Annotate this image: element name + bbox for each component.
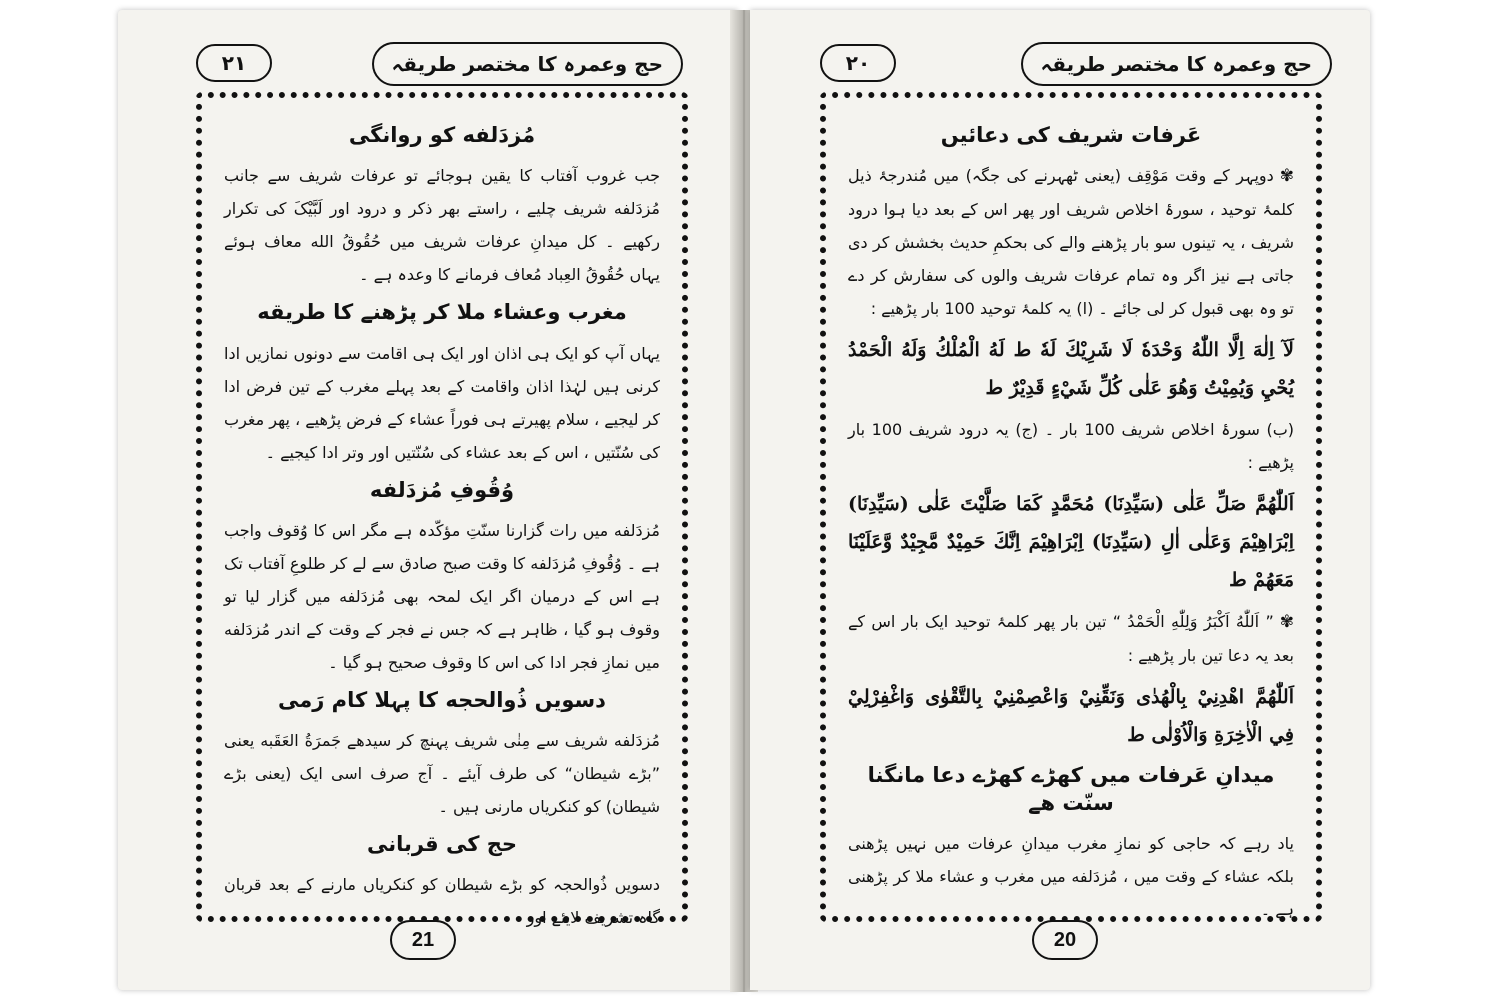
header-page-number: ۲۰ xyxy=(820,44,896,82)
arabic-text: اَللّٰهُمَّ صَلِّ عَلٰى (سَيِّدِنَا) مُحَمَّدٍ كَمَا صَلَّيْتَ عَلٰى (سَيِّدِنَا) اِبْرَاهِيْمَ وَعَلٰى اٰلِ (سَيِّدِنَا) اِبْرَاهِيْمَ اِنَّكَ حَمِيْدٌ مَّجِيْدٌ وَّعَلَيْنَا مَعَهُمْ ط xyxy=(848,493,1294,592)
page-header xyxy=(196,42,683,86)
section-heading: عَرفات شریف کی دعائیں xyxy=(940,123,1202,147)
footer-page-number: 21 xyxy=(390,920,456,960)
header-title: حج وعمرہ کا مختصر طریقہ xyxy=(1021,42,1333,86)
section-paragraph: (ب) سورۂ اخلاص شریف 100 بار ۔ (ج) یہ درود شریف 100 بار پڑھیے : xyxy=(848,420,1294,473)
open-booklet xyxy=(118,10,1386,992)
right-page xyxy=(750,10,1370,990)
section-paragraph: ✾ دوپہر کے وقت مَوْقِف (یعنی ٹھہرنے کی جگہ) میں مُندرجۂ ذیل کلمۂ توحید ، سورۂ اخلاص شریف اور پھر اس کے بعد دیا ہوا درود شریف ، یہ تینوں سو بار پڑھنے والے کی بحکمِ حدیث بخشش کر دی جاتی ہے نیز اگر وہ تمام عرفات شریف والوں کی سفارش کر دے تو وہ بھی قبول کر لی جائے ۔ (ا) یہ کلمۂ توحید 100 بار پڑھیے : xyxy=(848,159,1294,325)
section-heading: مُزدَلفه کو روانگی xyxy=(348,123,536,147)
section-paragraph: یہاں آپ کو ایک ہی اذان اور ایک ہی اقامت سے دونوں نمازیں ادا کرنی ہیں لہٰذا اذان واقامت کے بعد پہلے مغرب کے تین فرض ادا کر لیجیے ، سلام پھیرتے ہی فوراً عشاء کے فرض پڑھیے ، پھر مغرب کی سُنّتیں ، اس کے بعد عشاء کی سُنّتیں اور وتر ادا کیجیے ۔ xyxy=(224,343,660,462)
footer-page-number: 20 xyxy=(1032,920,1098,960)
section-heading: مغرب وعشاء ملا کر پڑھنے کا طریقه xyxy=(257,300,627,325)
section-heading: حج کی قربانی xyxy=(366,832,518,857)
section-heading: وُقُوفِ مُزدَلفه xyxy=(369,477,515,502)
text-frame xyxy=(820,92,1322,922)
section-heading: میدانِ عَرفات میں کھڑے کھڑے دعا مانگنا سنّت هے xyxy=(867,763,1275,815)
arabic-text: لَآ اِلٰهَ اِلَّا اللّٰهُ وَحْدَهٗ لَا شَرِيْكَ لَهٗ ط لَهُ الْمُلْكُ وَلَهُ الْحَمْدُ يُحْيِ وَيُمِيْتُ وَهُوَ عَلٰى كُلِّ شَيْءٍ قَدِيْرٌ ط xyxy=(848,339,1294,400)
section-paragraph: دسویں ذُوالحجہ کو بڑے شیطان کو کنکریاں مارنے کے بعد قربان گاہ تشریف لایئے اور xyxy=(224,875,660,928)
header-title: حج وعمرہ کا مختصر طریقہ xyxy=(372,42,684,86)
section-paragraph: مُزدَلفه میں رات گزارنا سنّتِ مؤکّدہ ہے مگر اس کا وُقوف واجب ہے ۔ وُقُوفِ مُزدَلفه کا وقت صبح صادق سے لے کر طلوعِ آفتاب تک ہے اس کے درمیان اگر ایک لمحہ بھی مُزدَلفه میں گزار لیا تو وقوف ہو گیا ، ظاہر ہے کہ جس نے فجر کے وقت کے اندر مُزدَلفه میں نمازِ فجر ادا کی اس کا وقوف صحیح ہو گیا ۔ xyxy=(224,520,660,672)
section-heading: دسویں ذُوالحجه کا پہلا کام رَمی xyxy=(278,687,606,712)
left-page xyxy=(118,10,738,990)
arabic-text: اَللّٰهُمَّ اهْدِنِيْ بِالْهُدٰى وَنَقِّنِيْ وَاعْصِمْنِيْ بِالتَّقْوٰى وَاغْفِرْلِيْ فِي الْاٰخِرَةِ وَالْاُوْلٰى ط xyxy=(848,686,1294,747)
section-paragraph: جب غروب آفتاب کا یقین ہوجائے تو عرفات شریف سے جانب مُزدَلفه شریف چلیے ، راستے بھر ذکر و درود اور لَبَّیْکَ کی تکرار رکھیے ۔ کل میدانِ عرفات شریف میں حُقُوقُ الله معاف ہوئے یہاں حُقُوقُ العِباد مُعاف فرمانے کا وعدہ ہے ۔ xyxy=(224,166,660,285)
section-paragraph: یاد رہے کہ حاجی کو نمازِ مغرب میدانِ عرفات میں نہیں پڑھنی بلکہ عشاء کے وقت میں ، مُزدَلفه میں مغرب و عشاء ملا کر پڑھنی ہے ۔ xyxy=(848,833,1294,919)
section-paragraph: مُزدَلفه شریف سے مِنٰی شریف پہنچ کر سیدھے جَمرَةُ العَقَبه یعنی ”بڑے شیطان“ کی طرف آیئے ۔ آج صرف اسی ایک (یعنی بڑے شیطان) کو کنکریاں مارنی ہیں ۔ xyxy=(224,731,660,817)
header-page-number: ۲۱ xyxy=(196,44,272,82)
section-paragraph: ✾ ” اَللّٰهُ اَكْبَرُ وَلِلّٰهِ الْحَمْدُ “ تین بار پھر کلمۂ توحید ایک بار اس کے بعد یہ دعا تین بار پڑھیے : xyxy=(848,605,1294,672)
text-frame xyxy=(196,92,688,928)
page-header xyxy=(820,42,1332,86)
